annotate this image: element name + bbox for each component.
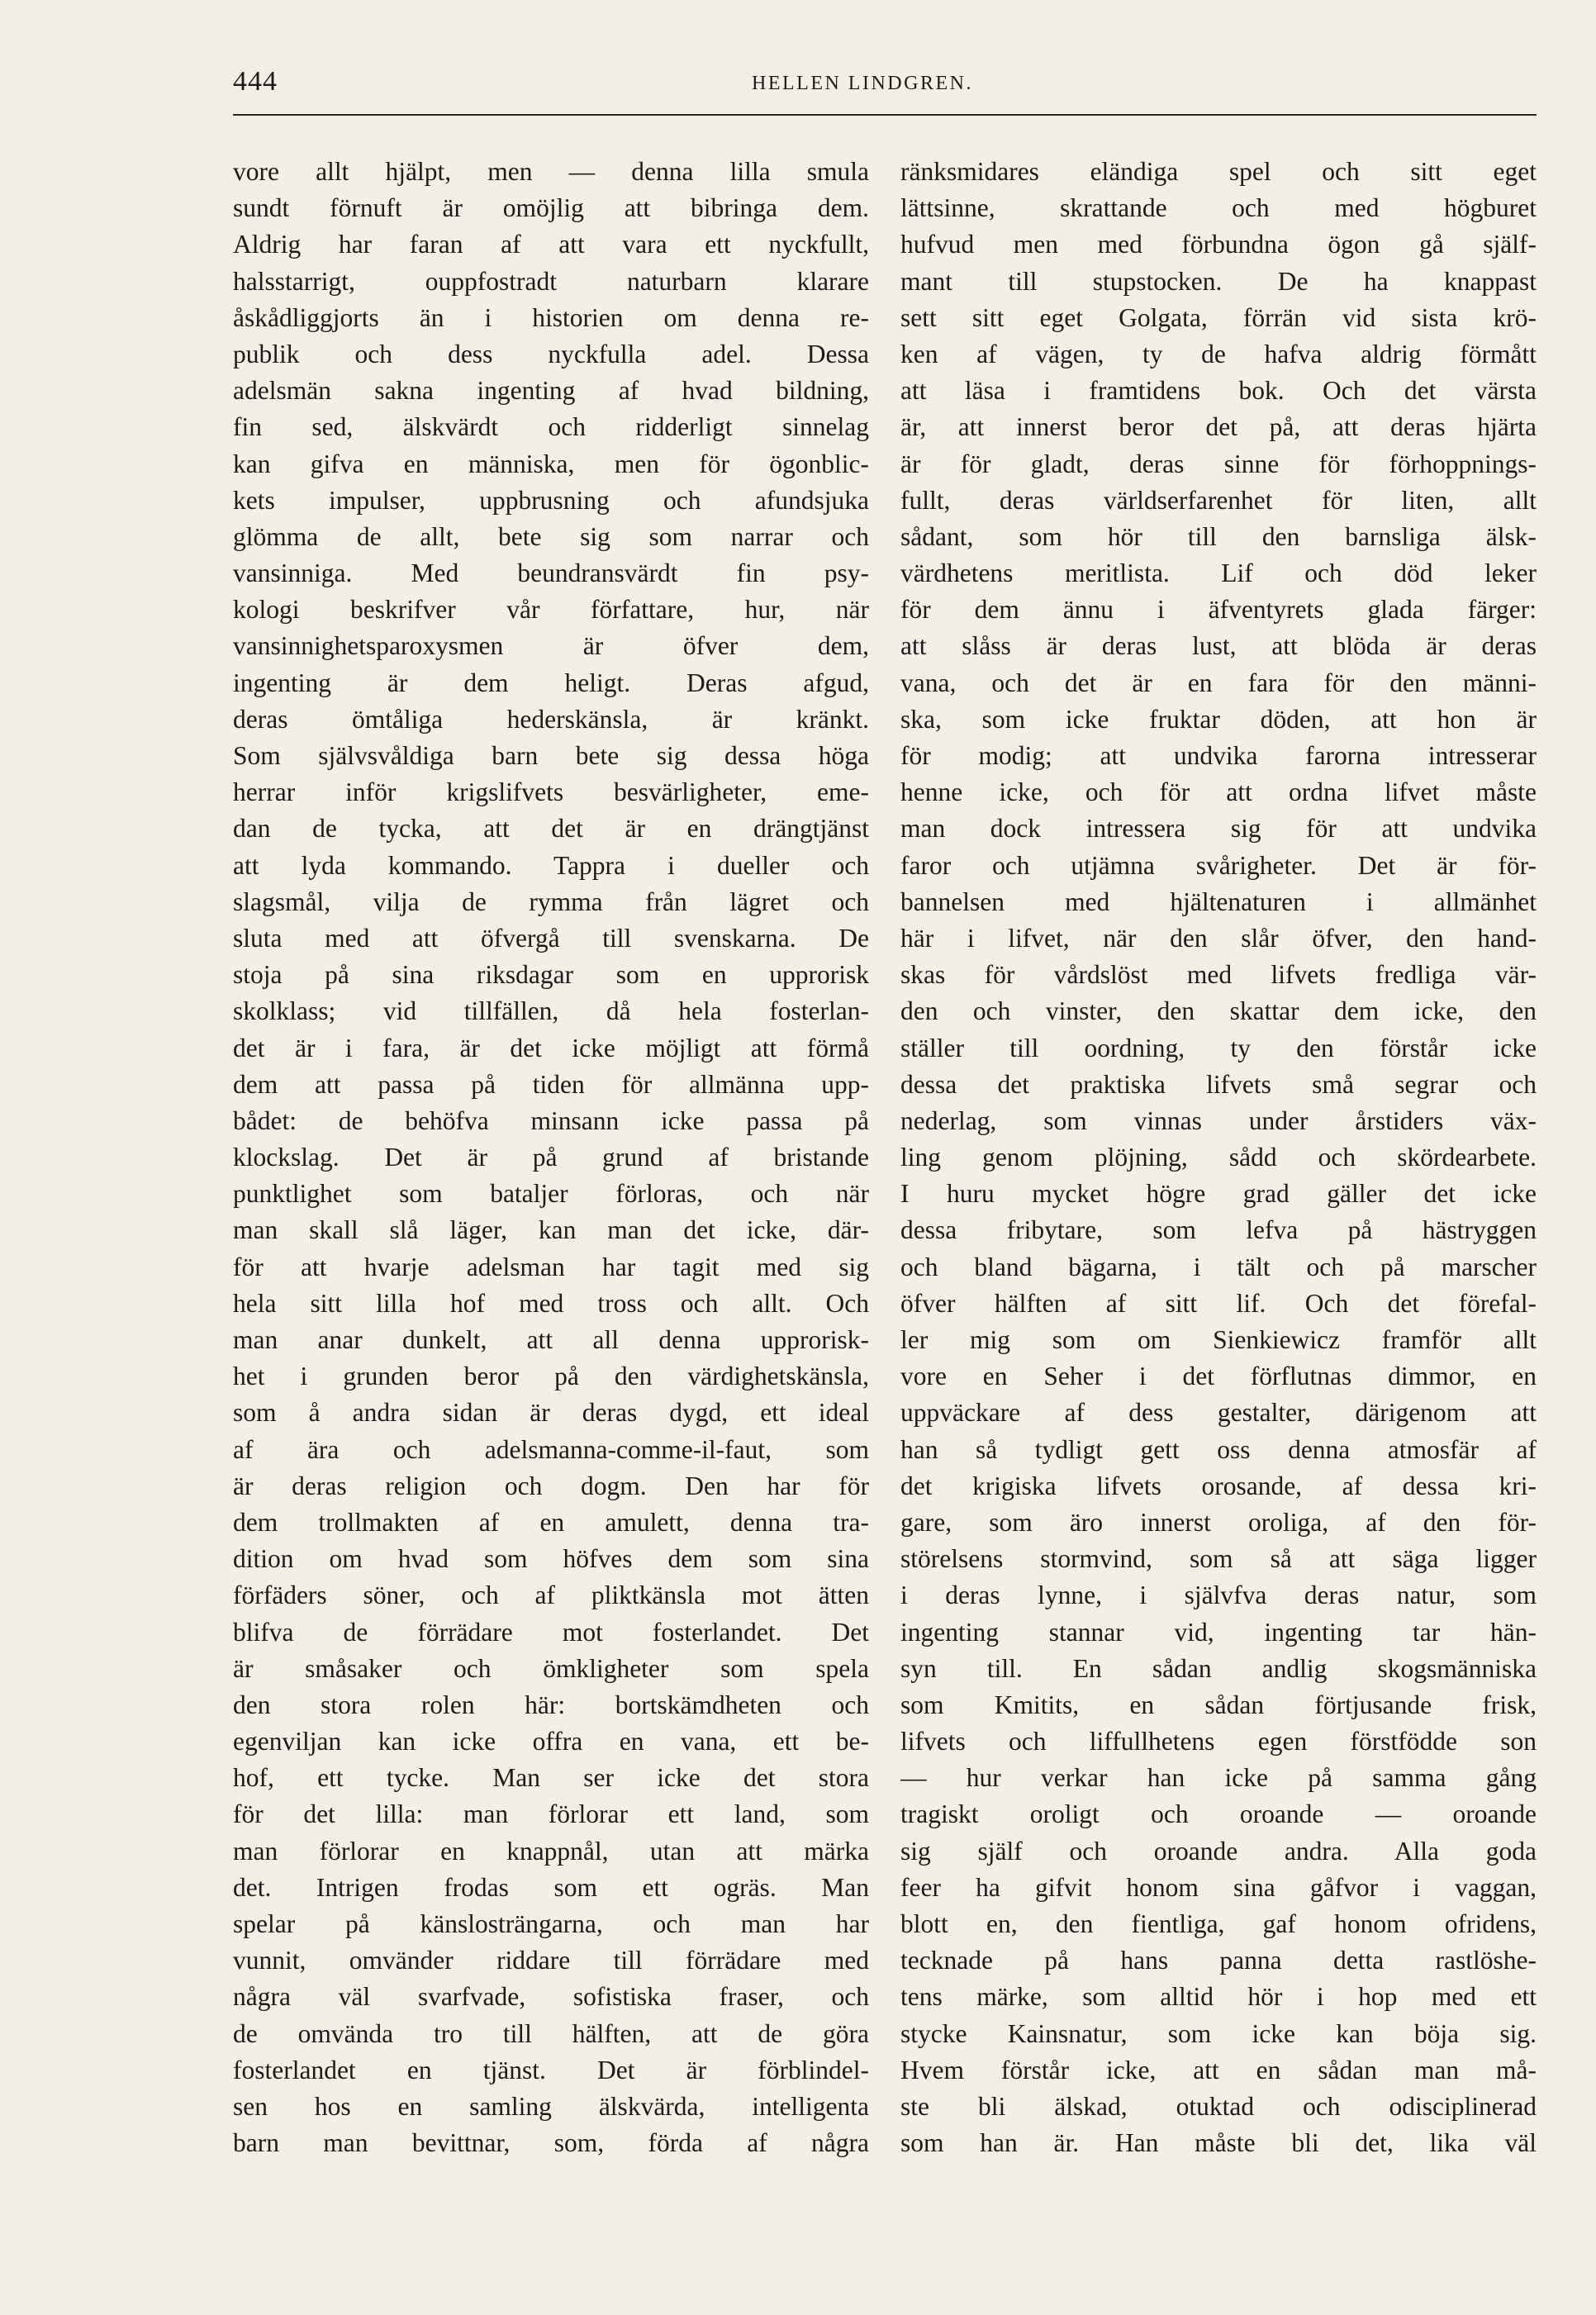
text-line: några väl svarfvade, sofistiska fraser, och (233, 1982, 869, 2012)
text-line: fin sed, älskvärdt och ridderligt sinnelag (233, 412, 869, 442)
text-line: det är i fara, är det icke möjligt att förmå (233, 1033, 869, 1062)
text-line: lifvets och liffullhetens egen förstfödde son (900, 1727, 1537, 1756)
text-line: stoja på sina riksdagar som en upprorisk (233, 960, 869, 990)
text-line: sen hos en samling älskvärda, intelligenta (233, 2091, 869, 2121)
text-line: kan gifva en människa, men för ögonblic- (233, 449, 869, 478)
text-line: att slåss är deras lust, att blöda är deras (900, 631, 1537, 661)
text-line: vana, och det är en fara för den männi- (900, 668, 1537, 697)
text-line: hufvud men med förbundna ögon gå själf- (900, 230, 1537, 259)
text-line: ingenting stannar vid, ingenting tar hän- (900, 1617, 1537, 1647)
text-line: för dem ännu i äfventyrets glada färger: (900, 595, 1537, 625)
text-line: gare, som äro innerst oroliga, af den för- (900, 1507, 1537, 1537)
text-line: det krigiska lifvets orosande, af dessa kri- (900, 1471, 1537, 1500)
text-line: klockslag. Det är på grund af bristande (233, 1143, 869, 1172)
text-line: tragiskt oroligt och oroande — oroande (900, 1799, 1537, 1829)
text-line: man anar dunkelt, att all denna upprorisk- (233, 1325, 869, 1354)
text-line: dessa fribytare, som lefva på hästryggen (900, 1215, 1537, 1245)
text-line: ingenting är dem heligt. Deras afgud, (233, 668, 869, 697)
text-line: är, att innerst beror det på, att deras hjärta (900, 412, 1537, 442)
text-line: för att hvarje adelsman har tagit med sig (233, 1252, 869, 1281)
text-line: ler mig som om Sienkiewicz framför allt (900, 1325, 1537, 1354)
text-line: förfäders söner, och af pliktkänsla mot ätten (233, 1581, 869, 1610)
text-line: det. Intrigen frodas som ett ogräs. Man (233, 1872, 869, 1902)
text-line: är deras religion och dogm. Den har för (233, 1471, 869, 1500)
text-line: ställer till oordning, ty den förstår icke (900, 1033, 1537, 1062)
text-line: kologi beskrifver vår författare, hur, när (233, 595, 869, 625)
text-line: adelsmän sakna ingenting af hvad bildning, (233, 376, 869, 406)
text-line: dition om hvad som höfves dem som sina (233, 1544, 869, 1574)
text-line: att läsa i framtidens bok. Och det värsta (900, 376, 1537, 406)
text-line: för det lilla: man förlorar ett land, som (233, 1799, 869, 1829)
text-line: slagsmål, vilja de rymma från lägret och (233, 887, 869, 916)
text-line: vansinnighetsparoxysmen är öfver dem, (233, 631, 869, 661)
text-line: vore allt hjälpt, men — denna lilla smula (233, 157, 869, 186)
text-line: den stora rolen här: bortskämdheten och (233, 1690, 869, 1719)
text-line: som å andra sidan är deras dygd, ett ideal (233, 1398, 869, 1428)
text-line: vansinniga. Med beundransvärdt fin psy- (233, 559, 869, 588)
text-line: het i grunden beror på den värdighetskänsla, (233, 1362, 869, 1391)
text-line: och bland bägarna, i tält och på marscher (900, 1252, 1537, 1281)
text-line: i deras lynne, i självfva deras natur, som (900, 1581, 1537, 1610)
text-line: egenviljan kan icke offra en vana, ett be- (233, 1727, 869, 1756)
text-line: publik och dess nyckfulla adel. Dessa (233, 339, 869, 368)
text-line: åskådliggjorts än i historien om denna re- (233, 302, 869, 332)
text-line: som han är. Han måste bli det, lika väl (900, 2128, 1537, 2158)
text-line: ken af vägen, ty de hafva aldrig förmått (900, 339, 1537, 368)
text-line: man skall slå läger, kan man det icke, där- (233, 1215, 869, 1245)
text-line: att lyda kommando. Tappra i dueller och (233, 850, 869, 880)
text-line: ste bli älskad, otuktad och odisciplinerad (900, 2091, 1537, 2121)
text-line: ska, som icke fruktar döden, att hon är (900, 704, 1537, 734)
text-line: henne icke, och för att ordna lifvet måste (900, 777, 1537, 807)
text-line: halsstarrigt, ouppfostradt naturbarn klarare (233, 266, 869, 296)
text-line: sig själf och oroande andra. Alla goda (900, 1836, 1537, 1866)
text-line: spelar på känslosträngarna, och man har (233, 1909, 869, 1938)
text-line: dem att passa på tiden för allmänna upp- (233, 1069, 869, 1099)
text-line: man förlorar en knappnål, utan att märka (233, 1836, 869, 1866)
text-line: skolklass; vid tillfällen, då hela fosterlan- (233, 996, 869, 1026)
text-line: här i lifvet, när den slår öfver, den hand- (900, 923, 1537, 953)
text-line: är för gladt, deras sinne för förhoppnings- (900, 449, 1537, 478)
text-line: herrar inför krigslifvets besvärligheter, eme- (233, 777, 869, 807)
text-line: feer ha gifvit honom sina gåfvor i vaggan, (900, 1872, 1537, 1902)
text-line: barn man bevittnar, som, förda af några (233, 2128, 869, 2158)
text-line: nederlag, som vinnas under årstiders väx- (900, 1105, 1537, 1135)
text-line: — hur verkar han icke på samma gång (900, 1763, 1537, 1793)
text-line: bannelsen med hjältenaturen i allmänhet (900, 887, 1537, 916)
text-line: sådant, som hör till den barnsliga älsk- (900, 521, 1537, 551)
text-line: lättsinne, skrattande och med högburet (900, 193, 1537, 223)
text-line: som Kmitits, en sådan förtjusande frisk, (900, 1690, 1537, 1719)
left-column (233, 154, 869, 2161)
text-line: blott en, den fientliga, gaf honom ofridens, (900, 1909, 1537, 1938)
page-number: 444 (233, 66, 278, 97)
text-line: I huru mycket högre grad gäller det icke (900, 1179, 1537, 1209)
text-line: af ära och adelsmanna-comme-il-faut, som (233, 1434, 869, 1464)
text-line: tens märke, som alltid hör i hop med ett (900, 1982, 1537, 2012)
text-line: dan de tycka, att det är en drängtjänst (233, 814, 869, 844)
text-line: ling genom plöjning, sådd och skördearbete. (900, 1143, 1537, 1172)
text-line: sett sitt eget Golgata, förrän vid sista krö- (900, 302, 1537, 332)
text-line: de omvända tro till hälften, att de göra (233, 2018, 869, 2048)
text-line: dessa det praktiska lifvets små segrar och (900, 1069, 1537, 1099)
text-line: faror och utjämna svårigheter. Det är för- (900, 850, 1537, 880)
text-line: fosterlandet en tjänst. Det är förblindel- (233, 2055, 869, 2084)
text-line: är småsaker och ömkligheter som spela (233, 1653, 869, 1683)
text-line: hof, ett tycke. Man ser icke det stora (233, 1763, 869, 1793)
text-line: uppväckare af dess gestalter, därigenom att (900, 1398, 1537, 1428)
text-line: kets impulser, uppbrusning och afundsjuka (233, 485, 869, 515)
text-line: man dock intressera sig för att undvika (900, 814, 1537, 844)
text-line: skas för vårdslöst med lifvets fredliga vär- (900, 960, 1537, 990)
text-line: den och vinster, den skattar dem icke, den (900, 996, 1537, 1026)
text-line: sluta med att öfvergå till svenskarna. De (233, 923, 869, 953)
text-line: sundt förnuft är omöjlig att bibringa dem. (233, 193, 869, 223)
text-line: han så tydligt gett oss denna atmosfär af (900, 1434, 1537, 1464)
text-line: hela sitt lilla hof med tross och allt. Och (233, 1288, 869, 1318)
text-line: vunnit, omvänder riddare till förrädare med (233, 1946, 869, 1975)
running-title: HELLEN LINDGREN. (752, 73, 973, 94)
text-line: Som självsvåldiga barn bete sig dessa höga (233, 741, 869, 770)
text-line: fullt, deras världserfarenhet för liten, allt (900, 485, 1537, 515)
text-line: Hvem förstår icke, att en sådan man må- (900, 2055, 1537, 2084)
text-line: ränksmidares eländiga spel och sitt eget (900, 157, 1537, 186)
text-line: mant till stupstocken. De ha knappast (900, 266, 1537, 296)
text-line: störelsens stormvind, som så att säga ligger (900, 1544, 1537, 1574)
text-line: deras ömtåliga hederskänsla, är kränkt. (233, 704, 869, 734)
text-line: värdhetens meritlista. Lif och död leker (900, 559, 1537, 588)
text-line: tecknade på hans panna detta rastlöshe- (900, 1946, 1537, 1975)
text-line: vore en Seher i det förflutnas dimmor, en (900, 1362, 1537, 1391)
right-column (900, 154, 1537, 2161)
text-line: öfver hälften af sitt lif. Och det förefal- (900, 1288, 1537, 1318)
text-line: stycke Kainsnatur, som icke kan böja sig. (900, 2018, 1537, 2048)
text-line: dem trollmakten af en amulett, denna tra- (233, 1507, 869, 1537)
page-header (233, 66, 1537, 107)
header-rule (233, 114, 1537, 116)
text-line: punktlighet som bataljer förloras, och när (233, 1179, 869, 1209)
text-line: blifva de förrädare mot fosterlandet. Det (233, 1617, 869, 1647)
text-line: för modig; att undvika farorna intresserar (900, 741, 1537, 770)
text-line: syn till. En sådan andlig skogsmänniska (900, 1653, 1537, 1683)
text-line: Aldrig har faran af att vara ett nyckfullt, (233, 230, 869, 259)
text-line: bådet: de behöfva minsann icke passa på (233, 1105, 869, 1135)
text-line: glömma de allt, bete sig som narrar och (233, 521, 869, 551)
